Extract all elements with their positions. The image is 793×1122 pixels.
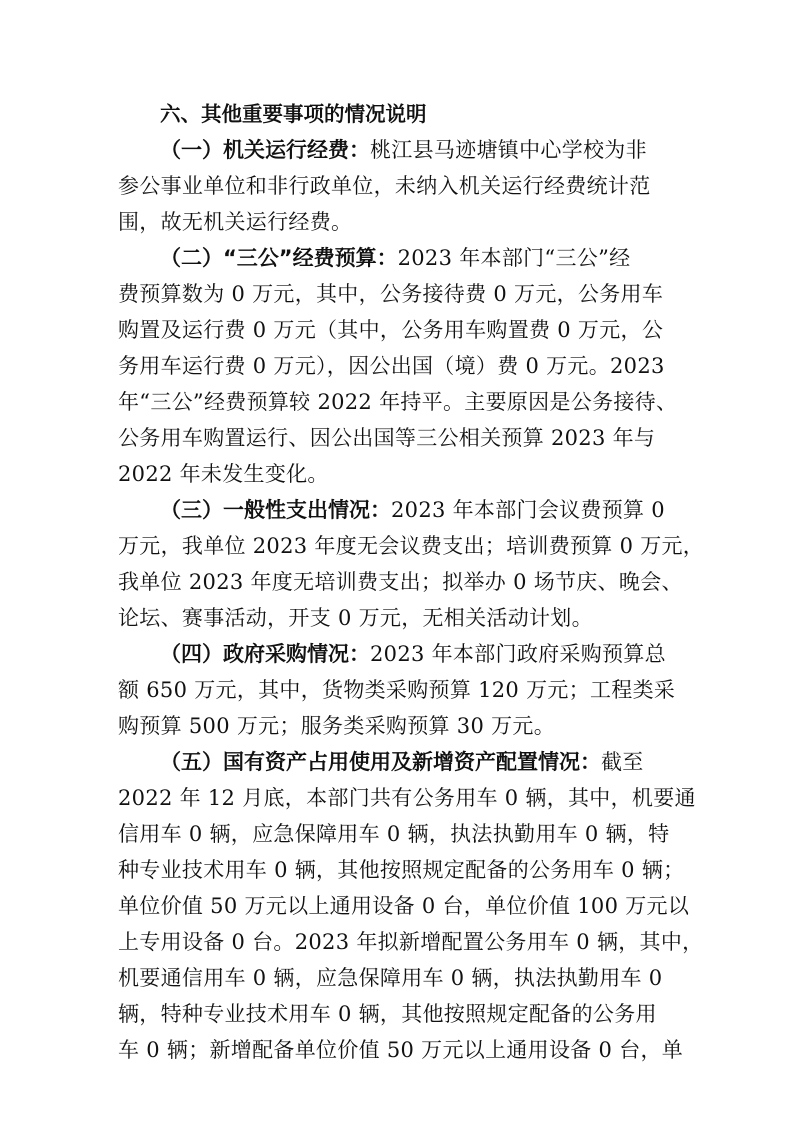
paragraph-line: [118, 636, 682, 672]
paragraph-line: 车 0 辆；新增配备单位价值 50 万元以上通用设备 0 台，单: [118, 1038, 684, 1062]
paragraph-line: 我单位 2023 年度无培训费支出；拟举办 0 场节庆、晚会、: [118, 570, 683, 594]
paragraph-line: 费预算数为 0 万元，其中，公务接待费 0 万元，公务用车: [118, 282, 664, 306]
paragraph-lead: （三）一般性支出情况：: [160, 498, 391, 522]
paragraph-line: 购置及运行费 0 万元（其中，公务用车购置费 0 万元，公: [118, 318, 664, 342]
paragraph-line: 公务用车购置运行、因公出国等三公相关预算 2023 年与: [118, 426, 656, 450]
paragraph-line: 信用车 0 辆，应急保障用车 0 辆，执法执勤用车 0 辆，特: [118, 822, 670, 846]
paragraph-government-procurement: [118, 636, 682, 744]
paragraph-line: [118, 132, 682, 168]
paragraph-line: 年“三公”经费预算较 2022 年持平。主要原因是公务接待、: [118, 390, 678, 414]
paragraph-state-assets: [118, 744, 704, 1068]
paragraph-line: 参公事业单位和非行政单位，未纳入机关运行经费统计范: [118, 174, 651, 198]
document-page: [118, 96, 705, 1068]
paragraph-line: 论坛、赛事活动，开支 0 万元，无相关活动计划。: [118, 606, 593, 630]
paragraph-line: [118, 492, 682, 528]
paragraph-line: [118, 240, 682, 276]
paragraph-operating-expenses: [118, 132, 682, 240]
paragraph-line: 机要通信用车 0 辆，应急保障用车 0 辆，执法执勤用车 0: [118, 966, 663, 990]
paragraph-line: 辆，特种专业技术用车 0 辆，其他按照规定配备的公务用: [118, 1002, 657, 1026]
paragraph-three-public-budget: [118, 240, 682, 492]
paragraph-lead: （五）国有资产占用使用及新增资产配置情况：: [160, 750, 601, 774]
line-text: 2023 年本部门“三公”经: [397, 246, 631, 270]
paragraph-line: 额 650 万元，其中，货物类采购预算 120 万元；工程类采: [118, 678, 676, 702]
paragraph-line: 2022 年未发生变化。: [118, 462, 329, 486]
line-text: 截至: [601, 750, 644, 774]
paragraph-line: 务用车运行费 0 万元），因公出国（境）费 0 万元。2023: [118, 354, 665, 378]
paragraph-line: 万元，我单位 2023 年度无会议费支出；培训费预算 0 万元，: [118, 534, 705, 558]
paragraph-lead: （四）政府采购情况：: [160, 642, 370, 666]
paragraph-lead: （二）“三公”经费预算：: [160, 246, 398, 270]
line-text: 桃江县马迹塘镇中心学校为非: [370, 138, 647, 162]
line-text: 2023 年本部门政府采购预算总: [370, 642, 666, 666]
paragraph-general-expenses: [118, 492, 705, 636]
section-heading: 六、其他重要事项的情况说明: [160, 102, 427, 126]
paragraph-line: 种专业技术用车 0 辆，其他按照规定配备的公务用车 0 辆；: [118, 858, 685, 882]
paragraph-line: 上专用设备 0 台。2023 年拟新增配置公务用车 0 辆，其中，: [118, 930, 704, 954]
line-text: 2023 年本部门会议费预算 0: [391, 498, 665, 522]
paragraph-line: 购预算 500 万元；服务类采购预算 30 万元。: [118, 714, 556, 738]
paragraph-line: 单位价值 50 万元以上通用设备 0 台，单位价值 100 万元以: [118, 894, 690, 918]
paragraph-line: 围，故无机关运行经费。: [118, 210, 353, 234]
paragraph-lead: （一）机关运行经费：: [160, 138, 370, 162]
paragraph-line: 2022 年 12 月底，本部门共有公务用车 0 辆，其中，机要通: [118, 786, 696, 810]
paragraph-line: [118, 744, 682, 780]
